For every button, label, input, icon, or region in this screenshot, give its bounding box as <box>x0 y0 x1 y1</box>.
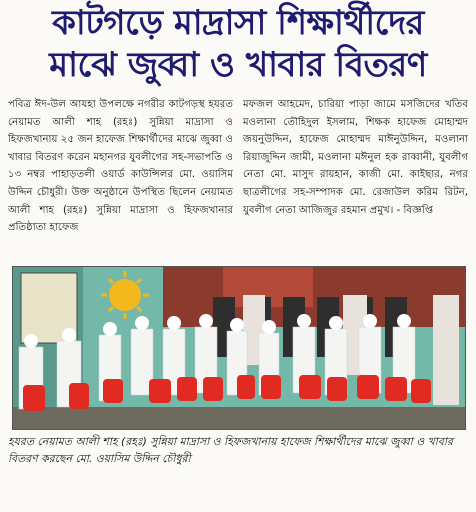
news-photo <box>12 266 466 430</box>
article-body <box>8 96 468 262</box>
headline-line-2: মাঝে জুব্বা ও খাবার বিতরণ <box>49 44 427 85</box>
headline-line-1: কাটগড়ে মাদ্রাসা শিক্ষার্থীদের <box>52 3 424 43</box>
group-photo-illustration <box>13 267 465 429</box>
photo-caption: হযরত নেয়ামত আলী শাহ (রহঃ) সুন্নিয়া মাদ্রাসা ও হিফজখানায় হাফেজ শিক্ষার্থীদের মাঝে জুব্বা ও খাবার বিতরণ করছেন মো. ওয়াসিম উদ্দিন চৌধুরী <box>8 435 453 465</box>
body-column-left: পবিত্র ঈদ-উল আযহা উপলক্ষে নগরীর কাটগড়স্থ হযরত নেয়ামত আলী শাহ (রহঃ) সুন্নিয়া মাদ্রাসা ও হিফজখানায় ২৫ জন হাফেজ শিক্ষার্থীদের মাঝে জুব্বা ও খাবার বিতরণ করেন মহানগর যুবলীগের সহ-সভাপতি ও ১৩ নম্বর পাহাড়তলী ওয়ার্ড কাউন্সিলর মো. ওয়াসিম উদ্দিন চৌধুরী। উক্ত অনুষ্ঠানে উপস্থিত ছিলেন নেয়ামত আলী শাহ (রহঃ) সুন্নিয়া মাদ্রাসা ও হিফজখানার প্রতিষ্ঠাতা হাফেজ <box>8 99 233 234</box>
body-column-right: মফজল আহমেদ, চারিয়া পাড়া জামে মসজিদের খতিব মওলানা তৌহিদুল ইসলাম, শিক্ষক হাফেজ মোহাম্মদ জয়নুউদ্দিন, হাফেজ মোহাম্মদ মাঈনুউদ্দিন, মওলানা রিয়াজুদ্দিন জামী, মওলানা মঈনুল হক রাব্বানী, যুবলীগ নেতা মো. মাসুদ রায়হান, কাজী মো. কাইছার, নগর ছাত্রলীগের সহ-সম্পাদক মো. রেজাউল করিম রিটন, যুবলীগ নেতা আজিজুর রহমান প্রমুখ। - বিজ্ঞপ্তি <box>243 99 468 216</box>
headline <box>6 3 470 85</box>
